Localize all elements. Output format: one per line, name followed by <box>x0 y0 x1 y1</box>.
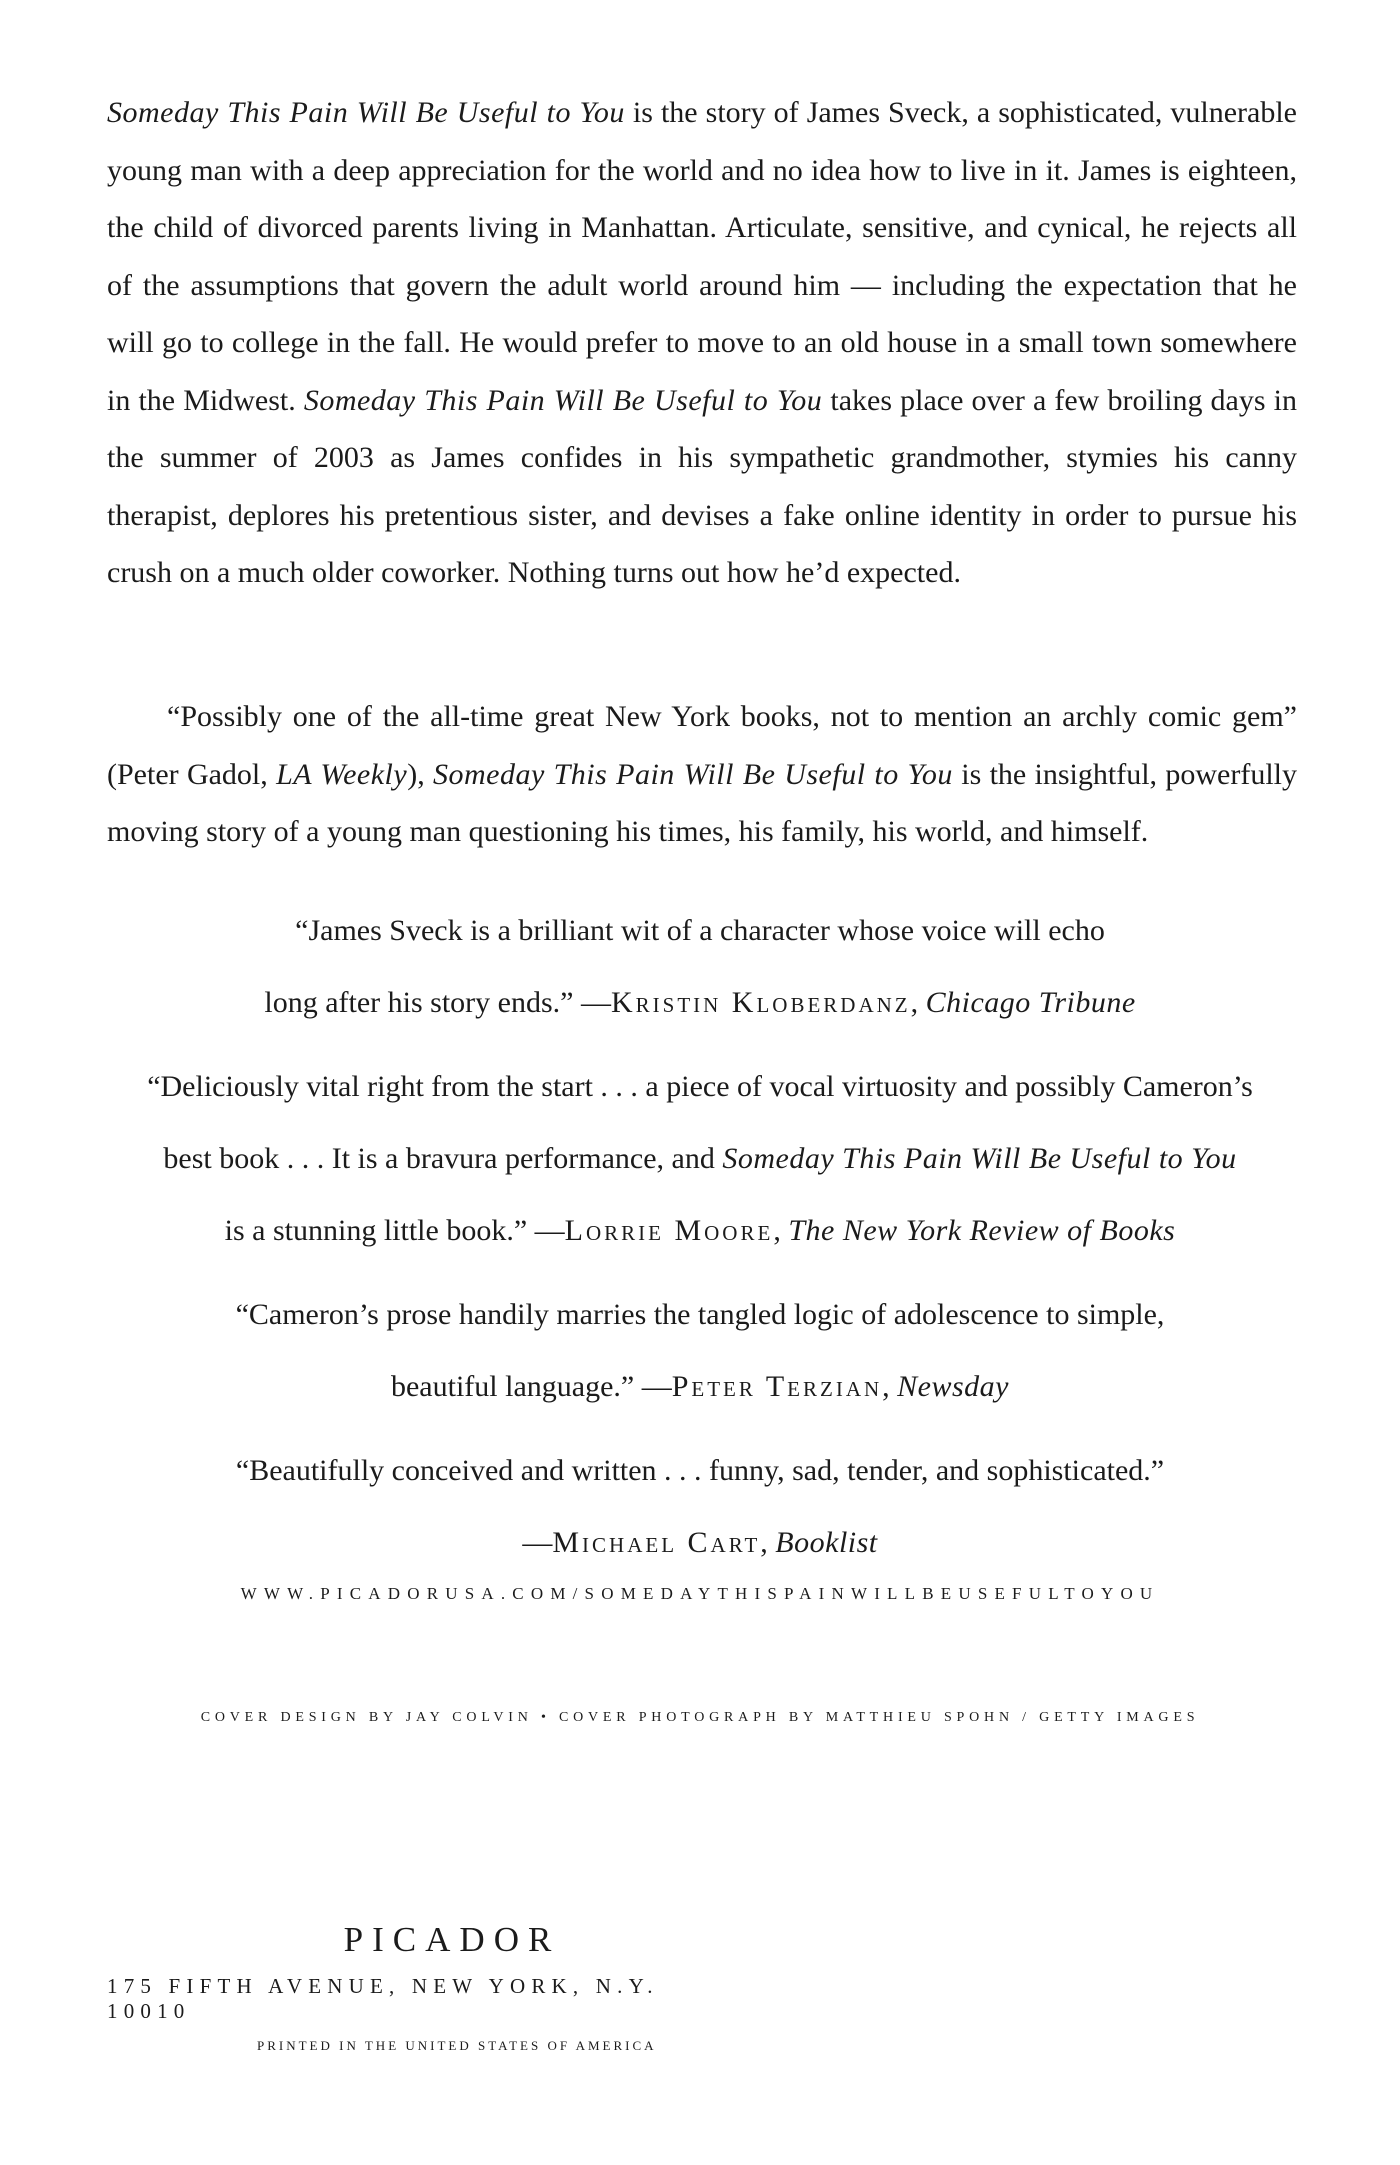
quote-text: long after his story ends.” — <box>264 986 611 1019</box>
description-paragraph-1 <box>107 84 1297 602</box>
quote-line <box>0 967 1400 1039</box>
quote-separator: , <box>910 986 926 1019</box>
quote-separator: , <box>882 1370 898 1403</box>
description-text: takes place over a few broiling days in the summer of 2003 as James confides in his sympathetic grandmother, stymies his canny therapist, deplores his pretentious sister, and devises a fake online identity in order to pursue his crush on a much older coworker. Nothing turns out how he’d expected. <box>107 383 1297 589</box>
review-quotes <box>0 895 1400 1579</box>
quote-line: “Cameron’s prose handily marries the tangled logic of adolescence to simple, <box>235 1298 1165 1331</box>
description-text: is the story of James Sveck, a sophisticated, vulnerable young man with a deep appreciation for the world and no idea how to live in it. James is eighteen, the child of divorced parents living in Manhattan. Articulate, sensitive, and cynical, he rejects all of the assumptions that govern the adult world around him — including the expectation that he will go to college in the fall. He would prefer to move to an old house in a small town somewhere in the Midwest. <box>107 96 1297 417</box>
quote-line <box>0 1195 1400 1267</box>
review-source: LA Weekly <box>276 757 408 791</box>
book-title: Someday This Pain Will Be Useful to You <box>303 383 823 417</box>
quote-separator: , <box>773 1214 789 1247</box>
publisher-address: 175 FIFTH AVENUE, NEW YORK, N.Y. 10010 <box>107 1974 659 2023</box>
review-quote <box>0 895 1400 1039</box>
quote-source: Chicago Tribune <box>925 986 1136 1019</box>
quote-line: “Deliciously vital right from the start . . . a piece of vocal virtuosity and possibly Cameron’s <box>147 1070 1253 1103</box>
quote-line <box>0 1507 1400 1579</box>
quote-text: is a stunning little book.” — <box>224 1214 565 1247</box>
quote-source: Newsday <box>897 1370 1009 1403</box>
quote-text: best book . . . It is a bravura performance, and <box>163 1142 723 1175</box>
quote-source: The New York Review of Books <box>788 1214 1176 1247</box>
publisher-block <box>107 1920 747 2054</box>
quote-text: — <box>522 1526 553 1559</box>
publisher-name: PICADOR <box>343 1920 561 1959</box>
quote-author: Michael Cart <box>552 1526 761 1559</box>
review-quote <box>0 1435 1400 1579</box>
quote-author: Peter Terzian <box>671 1370 883 1403</box>
description-text: “Possibly one of the all-time great New York books, not to mention an archly comic gem” (Peter Gadol, <box>107 700 1297 791</box>
description-paragraph-2 <box>107 688 1297 861</box>
review-quote <box>0 1279 1400 1423</box>
quote-line <box>0 1123 1400 1195</box>
book-title: Someday This Pain Will Be Useful to You <box>433 757 953 791</box>
cover-credits: COVER DESIGN BY JAY COLVIN • COVER PHOTOGRAPH BY MATTHIEU SPOHN / GETTY IMAGES <box>200 1710 1200 1725</box>
quote-line: “James Sveck is a brilliant wit of a character whose voice will echo <box>295 914 1105 947</box>
book-title: Someday This Pain Will Be Useful to You <box>107 96 625 129</box>
description-text: is the insightful, powerfully moving story of a young man questioning his times, his family, his world, and himself. <box>107 757 1297 848</box>
quote-author: Kristin Kloberdanz <box>610 986 911 1019</box>
book-title: Someday This Pain Will Be Useful to You <box>722 1142 1237 1175</box>
quote-separator: , <box>760 1526 776 1559</box>
description-text: ), <box>407 757 434 791</box>
publisher-url: WWW.PICADORUSA.COM/SOMEDAYTHISPAINWILLBEUSEFULTOYOU <box>240 1584 1160 1603</box>
quote-source: Booklist <box>775 1526 878 1559</box>
review-quote <box>0 1051 1400 1267</box>
printed-in-note: PRINTED IN THE UNITED STATES OF AMERICA <box>257 2038 657 2053</box>
quote-text: beautiful language.” — <box>390 1370 672 1403</box>
quote-author: Lorrie Moore <box>564 1214 774 1247</box>
quote-line <box>0 1351 1400 1423</box>
quote-line: “Beautifully conceived and written . . . funny, sad, tender, and sophisticated.” <box>235 1454 1165 1487</box>
